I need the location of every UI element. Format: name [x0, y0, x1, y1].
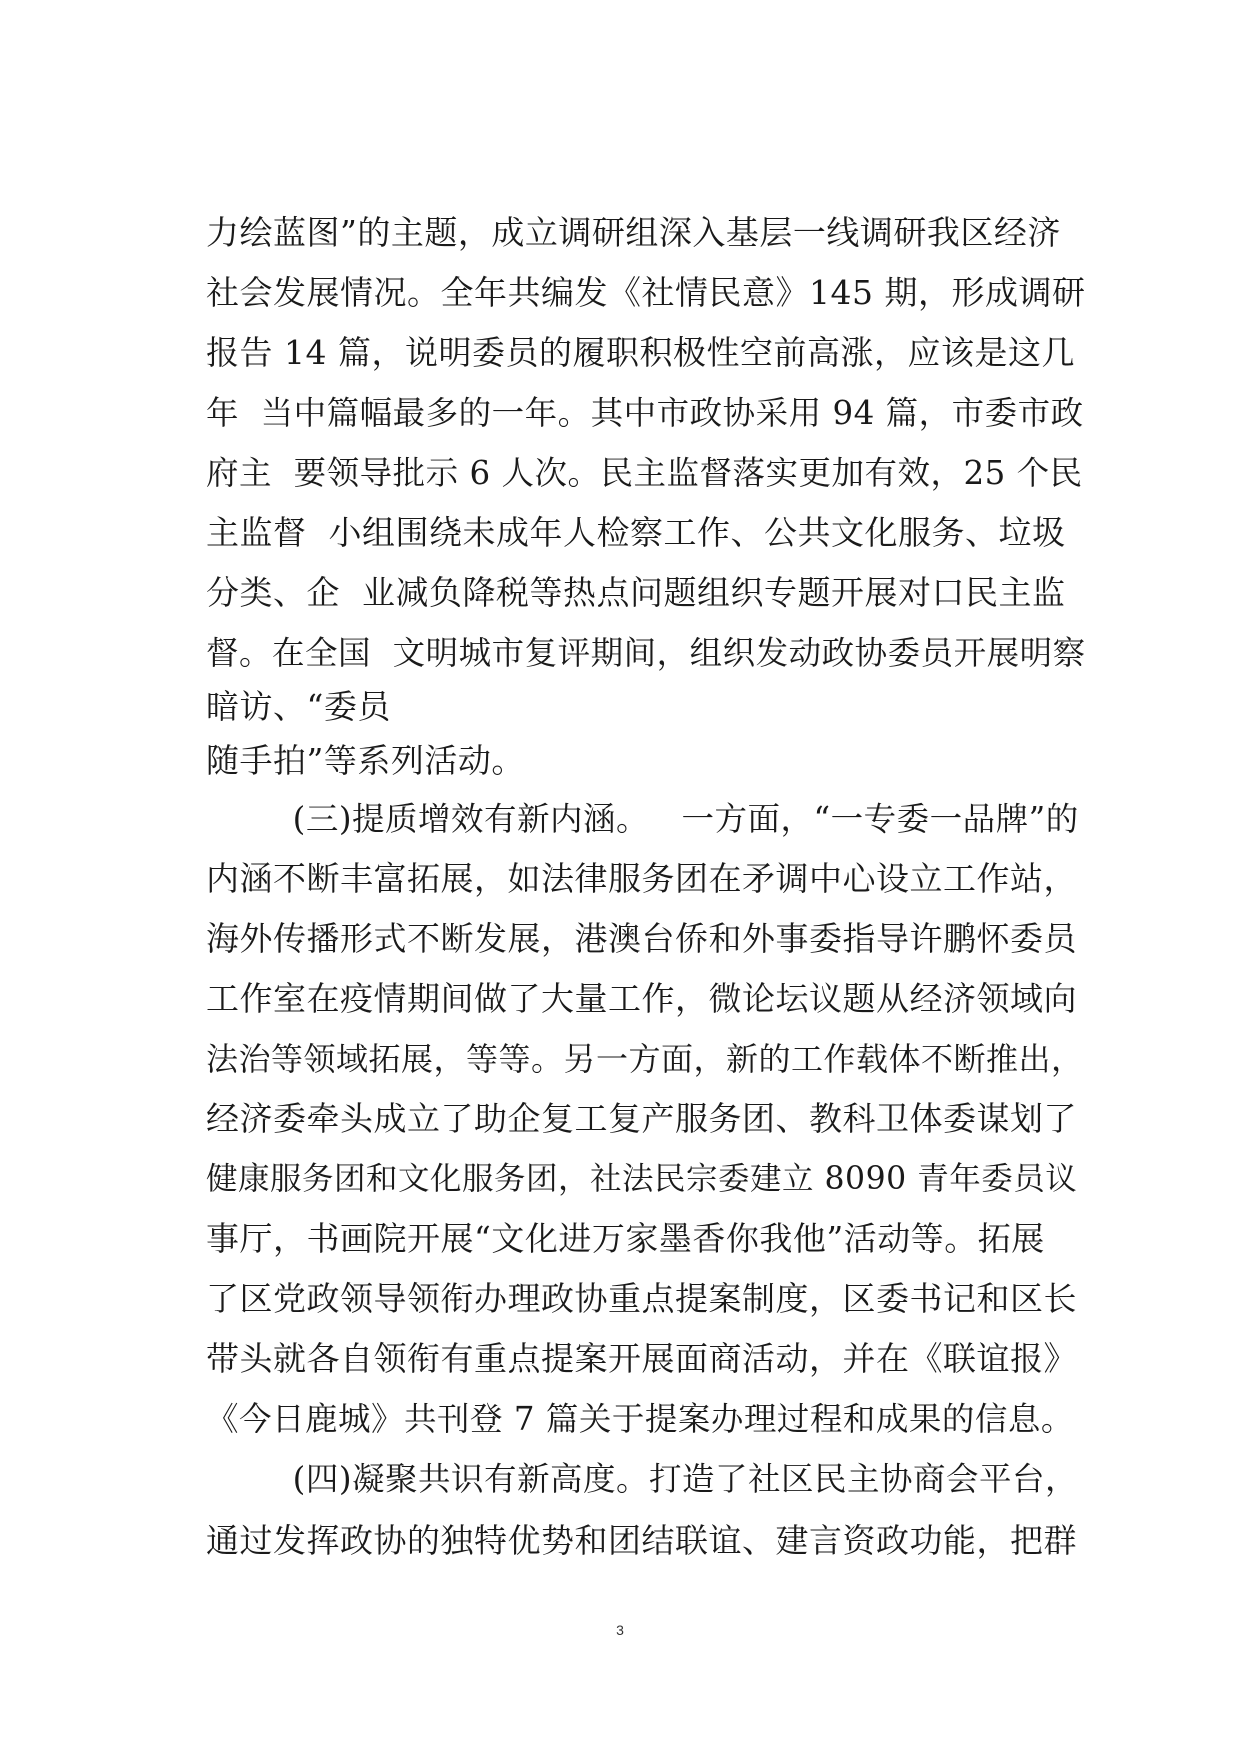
text-line: 事厅，书画院开展“文化进万家墨香你我他”活动等。拓展	[206, 1219, 1045, 1258]
text-line: 通过发挥政协的独特优势和团结联谊、建言资政功能，把群	[206, 1521, 1077, 1560]
section-heading-line: (三)提质增效有新内涵。 一方面，“一专委一品牌”的	[206, 800, 1079, 838]
text-line: 报告 14 篇，说明委员的履职积极性空前高涨，应该是这几	[206, 333, 1075, 372]
text-line: 内涵不断丰富拓展，如法律服务团在矛调中心设立工作站，	[206, 859, 1077, 898]
text-line: 暗访、“委员	[206, 687, 391, 726]
text-line: 年 当中篇幅最多的一年。其中市政协采用 94 篇，市委市政	[206, 394, 1084, 432]
text-line: 海外传播形式不断发展，港澳台侨和外事委指导许鹏怀委员	[206, 919, 1077, 958]
text-line: 《今日鹿城》共刊登 7 篇关于提案办理过程和成果的信息。	[206, 1400, 1074, 1438]
text-line: 社会发展情况。全年共编发《社情民意》145 期，形成调研	[206, 273, 1086, 312]
text-line: 健康服务团和文化服务团，社法民宗委建立 8090 青年委员议	[206, 1161, 1078, 1197]
text-line: 随手拍”等系列活动。	[206, 741, 525, 780]
text-line: 督。在全国 文明城市复评期间，组织发动政协委员开展明察	[206, 634, 1086, 672]
text-line: 分类、企 业减负降税等热点问题组织专题开展对口民主监	[206, 573, 1066, 612]
page-number: 3	[616, 1622, 624, 1638]
text-line: 工作室在疫情期间做了大量工作，微论坛议题从经济领域向	[206, 979, 1077, 1018]
section-heading-line: (四)凝聚共识有新高度。打造了社区民主协商会平台，	[206, 1460, 1079, 1498]
text-line: 主监督 小组围绕未成年人检察工作、公共文化服务、垃圾	[206, 513, 1066, 552]
text-line: 法治等领域拓展，等等。另一方面，新的工作载体不断推出，	[206, 1040, 1084, 1078]
text-line: 经济委牵头成立了助企复工复产服务团、教科卫体委谋划了	[206, 1099, 1077, 1138]
text-line: 府主 要领导批示 6 人次。民主监督落实更加有效，25 个民	[206, 454, 1083, 492]
text-line: 了区党政领导领衔办理政协重点提案制度，区委书记和区长	[206, 1279, 1077, 1318]
text-line: 力绘蓝图”的主题，成立调研组深入基层一线调研我区经济	[206, 213, 1061, 252]
text-line: 带头就各自领衔有重点提案开展面商活动，并在《联谊报》	[206, 1339, 1077, 1378]
